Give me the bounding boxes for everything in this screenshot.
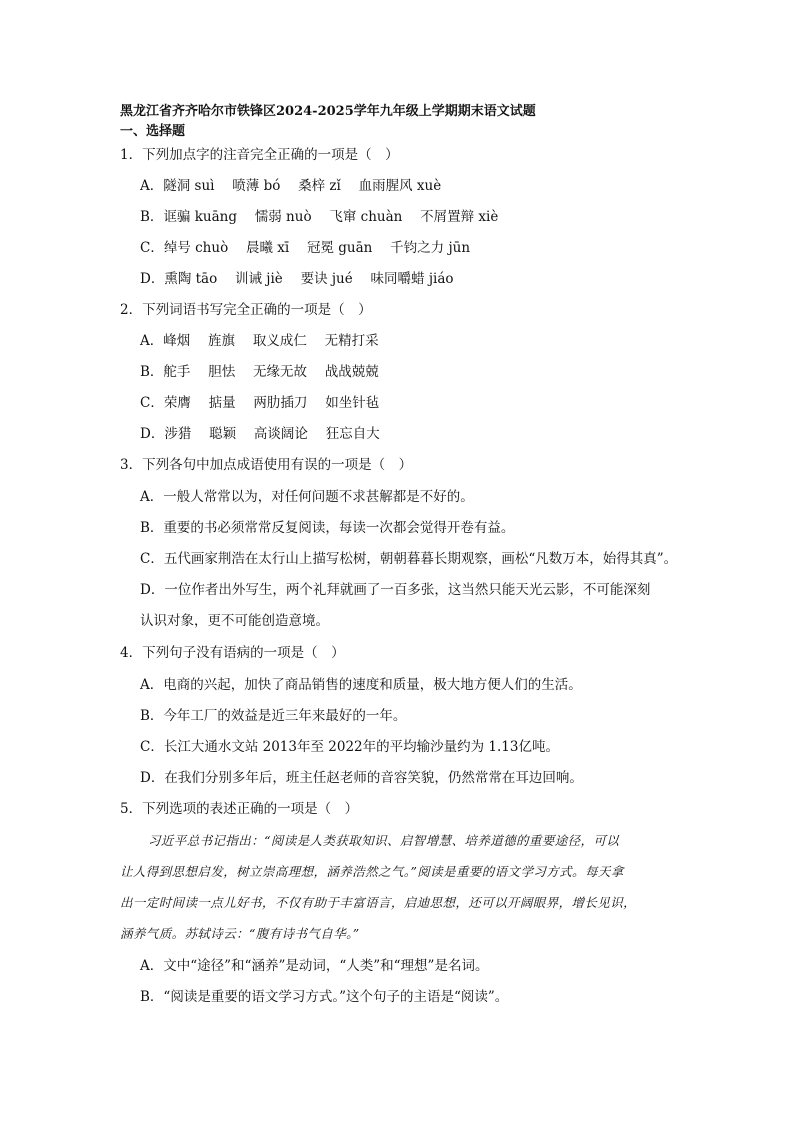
question-1-option-b: B．诓骗 kuāng 懦弱 nuò 飞窜 chuàn 不屑置辩 xiè bbox=[140, 209, 499, 225]
exam-title: 黑龙江省齐齐哈尔市铁锋区2024-2025学年九年级上学期期末语文试题 bbox=[120, 104, 536, 119]
question-2-option-c: C．荣膺 掂量 两肋插刀 如坐针毡 bbox=[140, 395, 380, 411]
question-1-option-d: D．熏陶 tāo 训诫 jiè 要诀 jué 味同嚼蜡 jiáo bbox=[140, 271, 454, 287]
question-4-option-d: D．在我们分别多年后，班主任赵老师的音容笑貌，仍然常常在耳边回响。 bbox=[140, 770, 583, 786]
question-2-stem: 2．下列词语书写完全正确的一项是（ ） bbox=[120, 302, 372, 318]
question-5-passage-line-3: 出一定时间读一点儿好书，不仅有助于丰富语言，启迪思想，还可以开阔眼界，增长见识， bbox=[120, 895, 637, 910]
question-4-stem: 4．下列句子没有语病的一项是（ ） bbox=[120, 645, 345, 661]
question-3-option-d-continued: 认识对象，更不可能创造意境。 bbox=[140, 613, 329, 629]
question-4-option-b: B．今年工厂的效益是近三年来最好的一年。 bbox=[140, 708, 407, 724]
question-1-option-c: C．绰号 chuò 晨曦 xī 冠冕 guān 千钧之力 jūn bbox=[140, 240, 471, 256]
question-5-option-a: A．文中“途径”和“涵养”是动词，“人类”和“理想”是名词。 bbox=[140, 958, 489, 974]
question-5-option-b: B．“阅读是重要的语文学习方式。”这个句子的主语是“阅读”。 bbox=[140, 989, 509, 1005]
question-3-option-b: B．重要的书必须常常反复阅读，每读一次都会觉得开卷有益。 bbox=[140, 520, 515, 536]
question-3-option-a: A．一般人常常以为，对任何问题不求甚解都是不好的。 bbox=[140, 489, 474, 505]
question-4-option-a: A．电商的兴起，加快了商品销售的速度和质量，极大地方便人们的生活。 bbox=[140, 677, 582, 693]
question-2-option-b: B．舵手 胆怯 无缘无故 战战兢兢 bbox=[140, 364, 379, 380]
question-2-option-d: D．涉猎 聪颖 高谈阔论 狂忘自大 bbox=[140, 426, 380, 442]
question-4-option-c: C．长江大通水文站 2013年至 2022年的平均输沙量约为 1.13亿吨。 bbox=[140, 739, 559, 755]
question-5-passage-line-2: 让人得到思想启发，树立崇高理想，涵养浩然之气。”阅读是重要的语文学习方式。每天拿 bbox=[120, 864, 624, 879]
question-3-stem: 3．下列各句中加点成语使用有误的一项是（ ） bbox=[120, 457, 413, 473]
question-5-stem: 5．下列选项的表述正确的一项是（ ） bbox=[120, 801, 359, 817]
question-5-passage-line-1: 习近平总书记指出：“阅读是人类获取知识、启智增慧、培养道德的重要途径，可以 bbox=[148, 833, 620, 848]
question-1-option-a: A．隧洞 suì 喷薄 bó 桑梓 zǐ 血雨腥风 xuè bbox=[140, 178, 442, 194]
question-2-option-a: A．峰烟 旌旗 取义成仁 无精打采 bbox=[140, 333, 379, 349]
question-1-stem: 1．下列加点字的注音完全正确的一项是（ ） bbox=[120, 147, 399, 163]
question-3-option-c: C．五代画家荆浩在太行山上描写松树，朝朝暮暮长期观察，画松“凡数万本，始得其真”。 bbox=[140, 551, 678, 567]
section-heading: 一、选择题 bbox=[120, 124, 186, 139]
question-5-passage-line-4: 涵养气质。苏轼诗云：“腹有诗书气自华。” bbox=[120, 926, 360, 941]
question-3-option-d: D．一位作者出外写生，两个礼拜就画了一百多张，这当然只能天光云影，不可能深刻 bbox=[140, 582, 651, 598]
